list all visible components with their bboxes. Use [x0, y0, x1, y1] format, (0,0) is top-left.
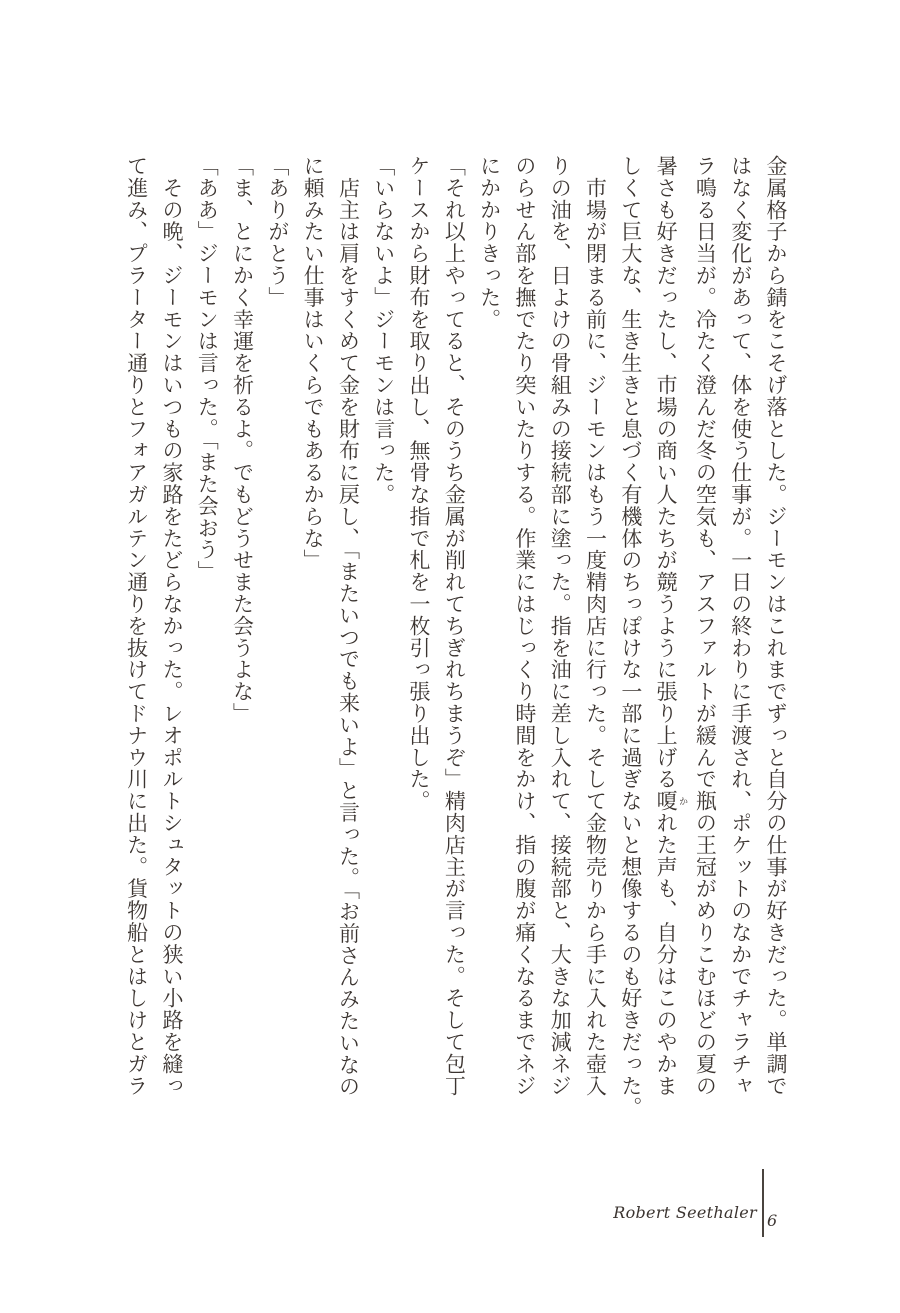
text-column: にかかりきった。: [477, 155, 502, 331]
text-column: 「ありがとう」: [265, 155, 290, 309]
body-text: [118, 155, 793, 1119]
text-column: のらせん部を撫でたり突いたりする。作業にはじっくり時間をかけ、指の腹が痛くなるまでネジ: [512, 155, 537, 1097]
text-column: ラ鳴る日当が。冷たく澄んだ冬の空気も、アスファルトが緩んで瓶の王冠がめりこむほどの夏の: [693, 155, 718, 1097]
text-column: 暑さも好きだったし、市場の商い人たちが競うように張り上げる嗄 かれた声も、自分はこのやかま: [654, 155, 688, 1097]
running-footer-author: Robert Seethaler: [613, 1203, 757, 1222]
text-column: その晩、ジーモンはいつもの家路をたどらなかった。レオポルトシュタットの狭い小路を縫っ: [159, 155, 184, 1097]
page-number: 6: [767, 1211, 778, 1230]
footer-divider-rule: [762, 1169, 764, 1237]
text-column: 金属格子から錆をこそげ落とした。ジーモンはこれまでずっと自分の仕事が好きだった。単調で: [764, 155, 788, 1097]
text-column: に頼みたい仕事はいくらでもあるからな」: [301, 155, 326, 572]
text-column: りの油を、日よけの骨組みの接続部に塗った。指を油に差し入れて、接続部と、大きな加減ネジ: [548, 155, 573, 1097]
text-column: 「ま、とにかく幸運を祈るよ。でもどうせまた会うよな」: [230, 155, 255, 725]
text-column: 店主は肩をすくめて金を財布に戻し、「またいつでも来いよ」と言った。「お前さんみたいなの: [336, 155, 361, 1098]
text-column: て進み、プラーター通りとフォアガルテン通りを抜けてドナウ川に出た。貨物船とはしけとガラ: [124, 155, 149, 1097]
text-column: 「いらないよ」ジーモンは言った。: [371, 155, 396, 506]
text-column: はなく変化があって、体を使う仕事が。一日の終わりに手渡され、ポケットのなかでチャラチャ: [728, 155, 753, 1097]
text-column: 「それ以上やってると、そのうち金属が削れてちぎれちまうぞ」精肉店主が言った。そして包丁: [442, 155, 467, 1097]
text-column: 市場が閉まる前に、ジーモンはもう一度精肉店に行った。そして金物売りから手に入れた壺入: [583, 155, 608, 1097]
text-column: 「ああ」ジーモンは言った。「また会おう」: [195, 155, 220, 583]
text-column: ケースから財布を取り出し、無骨な指で札を一枚引っ張り出した。: [407, 155, 432, 812]
text-column: しくて巨大な、生き生きと息づく有機体のちっぽけな一部に過ぎないと想像するのも好きだった。: [618, 155, 643, 1119]
